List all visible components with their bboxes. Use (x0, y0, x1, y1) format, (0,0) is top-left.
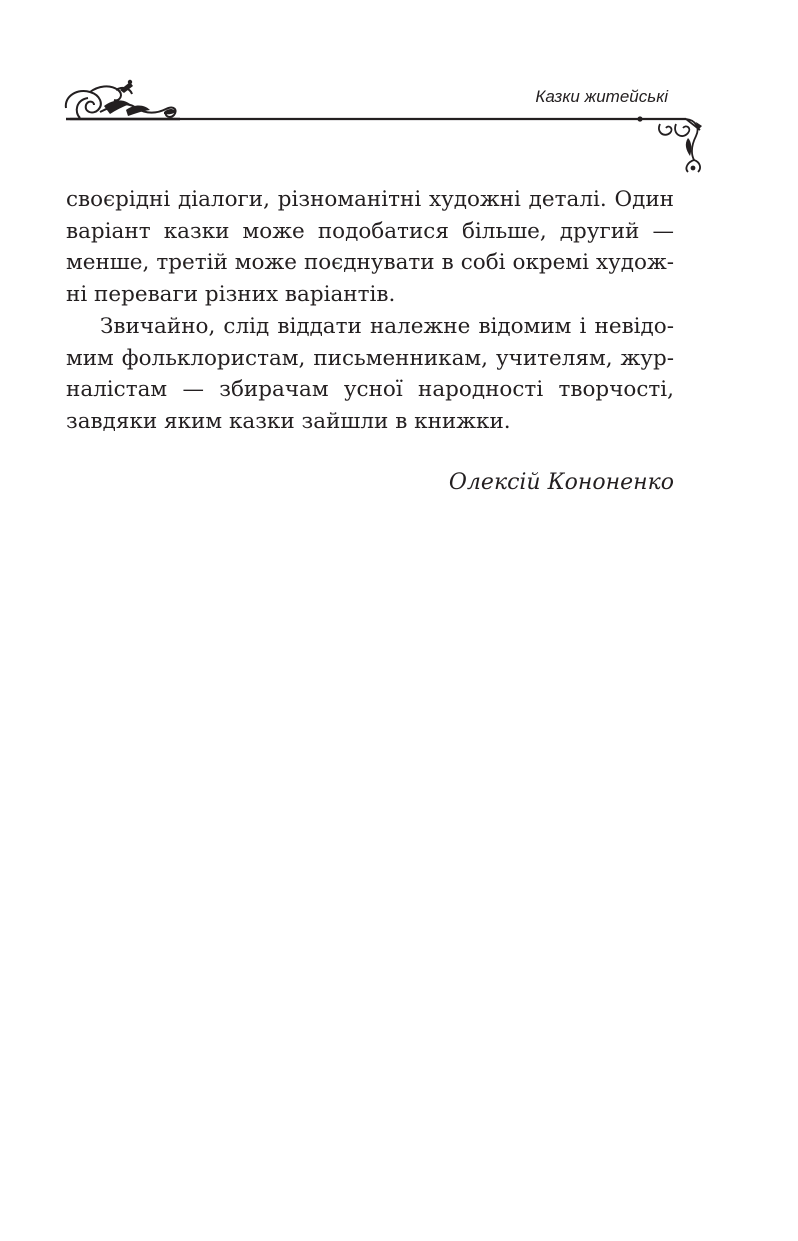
left-flourish-fill-icon (104, 80, 176, 116)
page-header (60, 78, 708, 176)
rule-dot (637, 116, 642, 121)
paragraph-1: своєрідні діалоги, різноманітні художні деталі. Один варіант казки може подобатися більше, другий — менше, третій може поєднувати в собі окремі художні переваги різних варіантів. (66, 187, 674, 308)
right-corner-flourish-icon (659, 119, 700, 172)
body-text (66, 184, 674, 438)
author-signature: Олексій Кононенко (448, 470, 674, 495)
paragraph-2: Звичайно, слід віддати належне відомим і невідомим фольклористам, письменникам, учителям, журналістам — збирачам усної народності творчості, завдяки яким казки зайшли в книжки. (66, 313, 674, 434)
running-title: Казки житейські (535, 87, 668, 106)
